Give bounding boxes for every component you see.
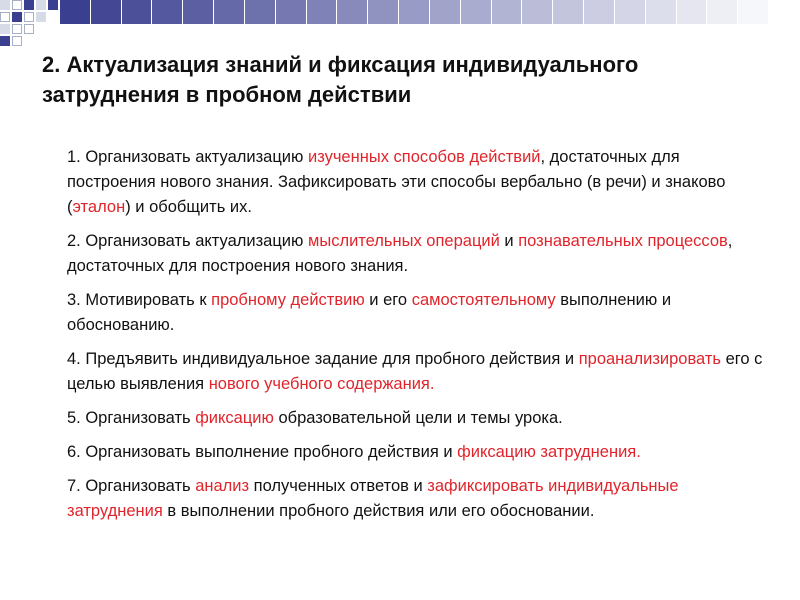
bar-cell xyxy=(707,0,738,24)
highlight-text: эталон xyxy=(72,198,126,216)
bar-cell xyxy=(646,0,677,24)
item-text: ) и обобщить их. xyxy=(125,198,252,216)
item-text: образовательной цели и темы урока. xyxy=(273,409,563,427)
item-text: 1. Организовать актуализацию xyxy=(67,148,308,166)
bar-cell xyxy=(337,0,368,24)
bar-cell xyxy=(738,0,769,24)
bar-cell xyxy=(584,0,615,24)
list-item xyxy=(67,288,767,338)
highlight-text: изученных способов действий xyxy=(307,148,541,166)
item-text: его с целью выявления xyxy=(67,350,763,393)
highlight-text: зафиксировать индивидуальные затруднения xyxy=(67,477,679,520)
item-text: 4. Предъявить индивидуальное задание для пробного действия и xyxy=(67,350,579,368)
highlight-text: мыслительных операций xyxy=(307,232,500,250)
item-text: 5. Организовать xyxy=(67,409,196,427)
item-text: 7. Организовать xyxy=(67,477,196,495)
bar-cell xyxy=(276,0,307,24)
item-text: , достаточных для построения нового знания. xyxy=(67,232,733,275)
list-item xyxy=(67,440,767,465)
bar-cell xyxy=(399,0,430,24)
list-item xyxy=(67,229,767,279)
bar-cell xyxy=(430,0,461,24)
highlight-text: анализ xyxy=(195,477,250,495)
highlight-text: пробному действию xyxy=(211,291,365,309)
bar-cell xyxy=(677,0,708,24)
item-text: выполнению и обоснованию. xyxy=(67,291,672,334)
bar-cell xyxy=(492,0,523,24)
item-text: 3. Мотивировать к xyxy=(67,291,212,309)
bar-cell xyxy=(245,0,276,24)
bar-cell xyxy=(461,0,492,24)
task-list xyxy=(67,145,767,533)
bar-cell xyxy=(91,0,122,24)
decorative-gradient-bar xyxy=(60,0,800,24)
slide-title: 2. Актуализация знаний и фиксация индивидуального затруднения в пробном действии xyxy=(42,52,639,107)
highlight-text: нового учебного содержания. xyxy=(208,375,435,393)
bar-cell xyxy=(122,0,153,24)
bar-cell xyxy=(152,0,183,24)
bar-cell xyxy=(522,0,553,24)
item-text: и xyxy=(499,232,519,250)
item-text: 2. Организовать актуализацию xyxy=(67,232,308,250)
bar-cell xyxy=(214,0,245,24)
highlight-text: фиксацию затруднения. xyxy=(457,443,641,461)
bar-cell xyxy=(183,0,214,24)
list-item xyxy=(67,474,767,524)
list-item xyxy=(67,406,767,431)
item-text: , достаточных для построения нового знания. Зафиксировать эти способы вербально (в речи) и знаково ( xyxy=(67,148,726,216)
list-item xyxy=(67,347,767,397)
highlight-text: самостоятельному xyxy=(411,291,556,309)
highlight-text: познавательных процессов xyxy=(518,232,728,250)
bar-cell xyxy=(60,0,91,24)
bar-cell xyxy=(307,0,338,24)
highlight-text: фиксацию xyxy=(195,409,274,427)
bar-cell xyxy=(769,0,800,24)
list-item xyxy=(67,145,767,220)
item-text: 6. Организовать выполнение пробного действия и xyxy=(67,443,458,461)
item-text: и его xyxy=(364,291,412,309)
item-text: в выполнении пробного действия или его обосновании. xyxy=(162,502,595,520)
decorative-squares xyxy=(0,0,60,48)
bar-cell xyxy=(615,0,646,24)
bar-cell xyxy=(368,0,399,24)
highlight-text: проанализировать xyxy=(578,350,721,368)
item-text: полученных ответов и xyxy=(249,477,428,495)
bar-cell xyxy=(553,0,584,24)
